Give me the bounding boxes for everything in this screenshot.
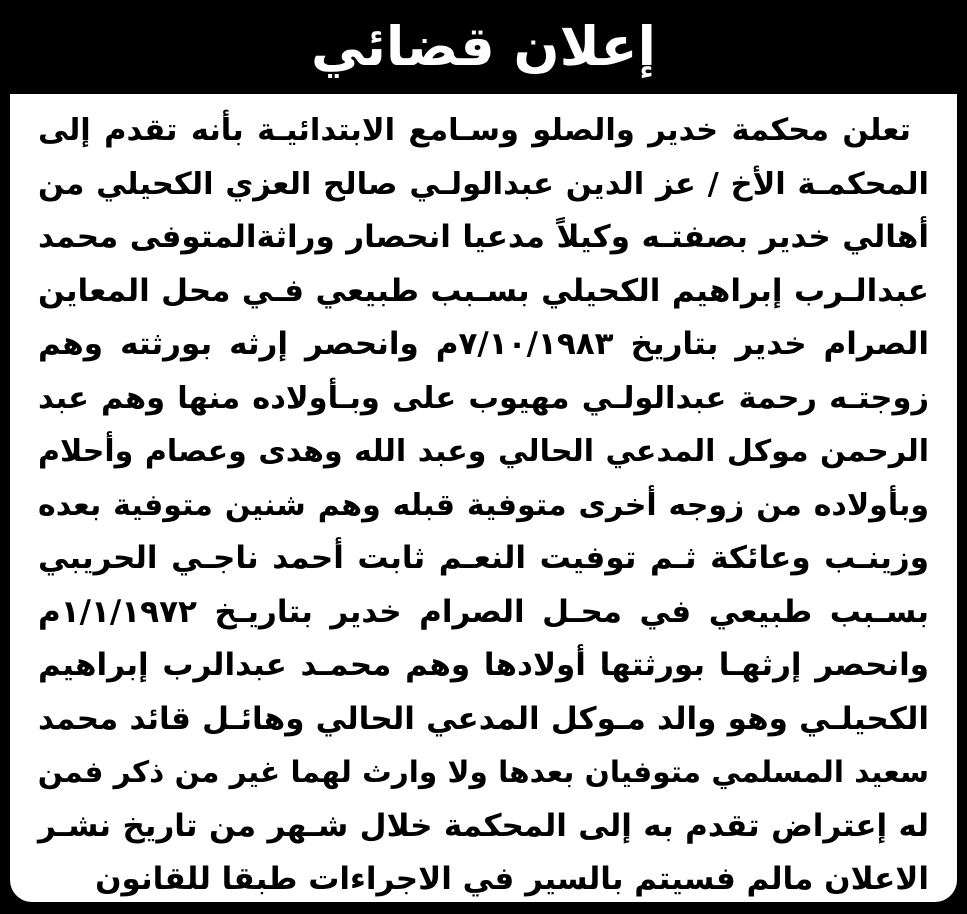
notice-line: الكحيلـي وهو والد مـوكل المدعي الحالي وهائـل قائد محمد: [38, 700, 929, 737]
notice-line: الاعلان مالم فسيتم بالسير في الاجراءات طبقا للقانون: [95, 861, 929, 897]
notice-line: تعلن محكمة خدير والصلو وسـامع الابتدائيـة بأنه تقدم إلى: [38, 113, 911, 148]
notice-line: وانحصر إرثهـا بورثتها أولادها وهم محمـد عبدالرب إبراهيم: [38, 647, 929, 683]
notice-line: الرحمن موكل المدعي الحالي وعبد الله وهدى وعصام وأحلام: [38, 434, 929, 469]
notice-title: إعلان قضائي: [310, 15, 657, 78]
notice-line: سعيد المسلمي متوفيان بعدها ولا وارث لهما غير من ذكر فمن: [37, 755, 929, 789]
notice-line: وبأولاده من زوجه أخرى متوفية قبله وهم شنين متوفية بعده: [38, 487, 929, 523]
notice-line: وزينـب وعائكة ثـم توفيت النعـم ثابت أحمد ناجـي الحريبي: [38, 540, 929, 576]
notice-body: [10, 94, 957, 902]
notice-line: زوجتـه رحمة عبدالولـي مهيوب على وبـأولاده منها وهم عبد: [38, 380, 929, 416]
notice-line: له إعتراض تقدم به إلى المحكمة خلال شـهر من تاريخ نشـر: [38, 807, 929, 844]
notice-line: الصرام خدير بتاريخ ٧/١٠/١٩٨٣م وانحصر إرثه بورثته وهم: [38, 326, 929, 362]
header-bar: [0, 0, 967, 94]
notice-text: [38, 104, 929, 907]
notice-line: عبدالـرب إبراهيم الكحيلي بسـبب طبيعي فـي محل المعاين: [38, 272, 929, 309]
notice-line: أهالي خدير بصفتـه وكيلاً مدعيا انحصار وراثةالمتوفى محمد: [38, 219, 929, 255]
notice-line: المحكمـة الأخ / عز الدين عبدالولـي صالح العزي الكحيلي من: [38, 166, 929, 202]
notice-line: بسـبب طبيعي في محـل الصرام خدير بتاريـخ ١/١/١٩٧٢م: [38, 593, 929, 630]
